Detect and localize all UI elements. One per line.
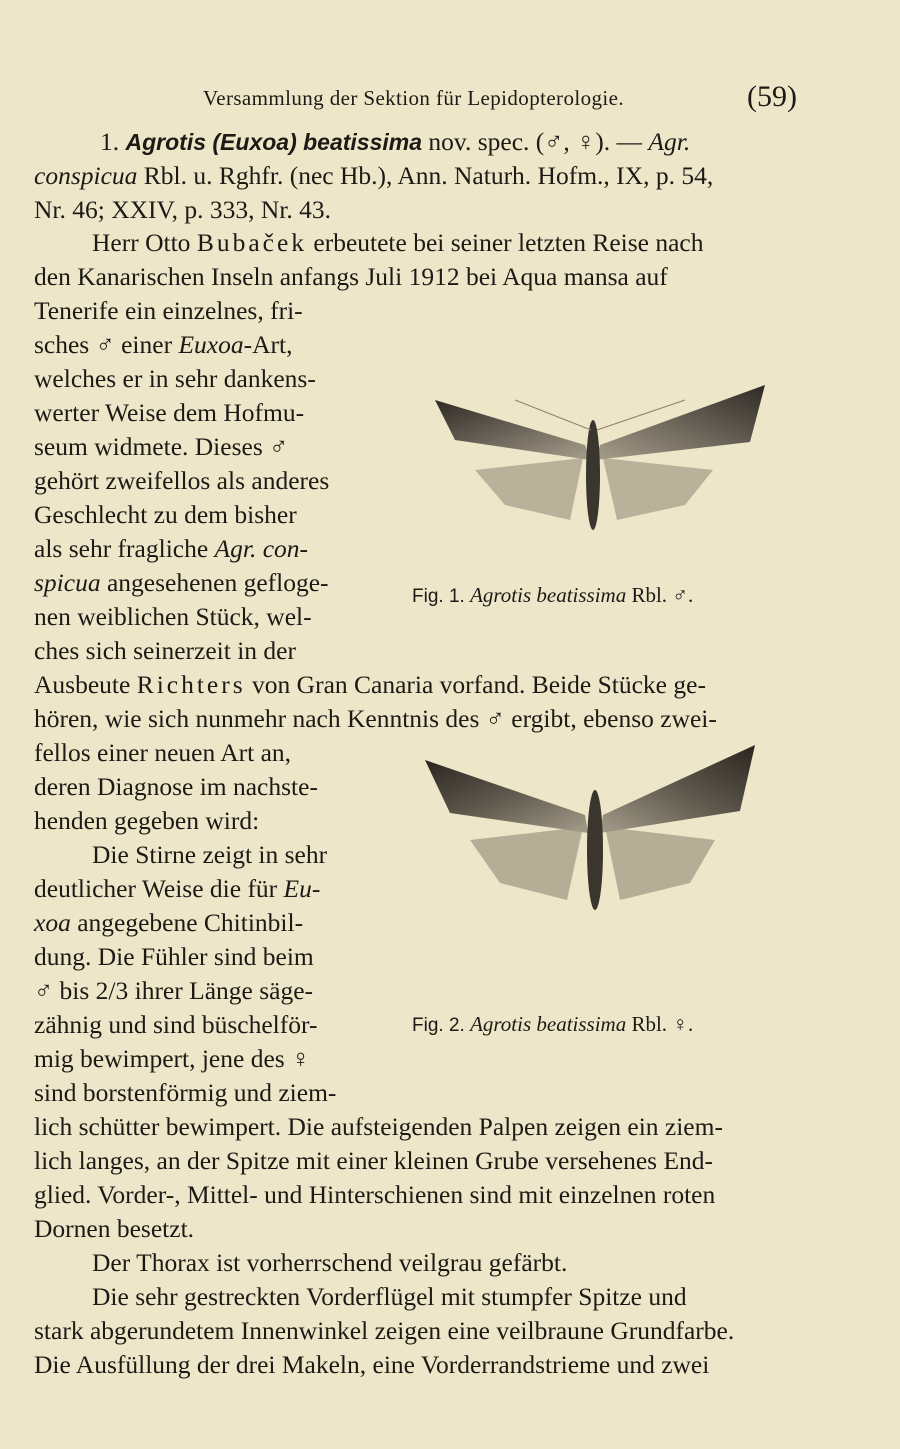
text-line: 1. Agrotis (Euxoa) beatissima nov. spec. (♂, ♀). — Agr. [100,127,691,156]
text-line: deutlicher Weise die für Eu- [34,874,321,903]
text-line: seum widmete. Dieses ♂ [34,432,289,461]
figure-2-caption: Fig. 2. Agrotis beatissima Rbl. ♀. [412,1012,694,1036]
text-line: zähnig und sind büschelför- [34,1010,318,1039]
header-title: Versammlung der Sektion für Lepidopterologie. [203,86,624,110]
species-name: Agrotis (Euxoa) beatissima [125,129,423,155]
text-line: Ausbeute Richters von Gran Canaria vorfand. Beide Stücke ge- [34,670,706,699]
text-line: lich langes, an der Spitze mit einer kleinen Grube versehenes End- [34,1146,714,1175]
page-number: (59) [747,80,797,113]
text-line: deren Diagnose im nachste- [34,772,318,801]
text-line: sches ♂ einer Euxoa-Art, [34,330,293,359]
figure-1-caption: Fig. 1. Agrotis beatissima Rbl. ♂. [412,583,694,607]
text-line: Der Thorax ist vorherrschend veilgrau gefärbt. [92,1248,568,1277]
person-name: Bubaček [196,228,308,257]
text-line: dung. Die Fühler sind beim [34,942,314,971]
text-line: hören, wie sich nunmehr nach Kenntnis des ♂ ergibt, ebenso zwei- [34,704,717,733]
text-line: Nr. 46; XXIV, p. 333, Nr. 43. [34,195,332,224]
text-line: xoa angegebene Chitinbil- [34,908,304,937]
text-line: Herr Otto Bubaček erbeutete bei seiner letzten Reise nach [92,228,704,257]
text-line: henden gegeben wird: [34,806,260,835]
text-line: Tenerife ein einzelnes, fri- [34,296,303,325]
text-line: gehört zweifellos als anderes [34,466,330,495]
text-line: spicua angesehenen gefloge- [34,568,329,597]
text-line: als sehr fragliche Agr. con- [34,534,309,563]
figure-2-moth-image [395,715,795,955]
text-line: glied. Vorder-, Mittel- und Hinterschienen sind mit einzelnen roten [34,1180,716,1209]
text-line: Geschlecht zu dem bisher [34,500,297,529]
text-line: Die sehr gestreckten Vorderflügel mit stumpfer Spitze und [92,1282,687,1311]
text-line: ♂ bis 2/3 ihrer Länge säge- [34,976,314,1005]
text-line: mig bewimpert, jene des ♀ [34,1044,311,1073]
text-line: ches sich seinerzeit in der [34,636,296,665]
figure-1-moth-image [395,330,795,570]
text-line: nen weiblichen Stück, wel- [34,602,312,631]
running-header [0,80,900,120]
text-line: fellos einer neuen Art an, [34,738,292,767]
text-line: sind borstenförmig und ziem- [34,1078,337,1107]
person-name: Richters [136,670,246,699]
text-line: conspicua Rbl. u. Rghfr. (nec Hb.), Ann. Naturh. Hofm., IX, p. 54, [34,161,714,190]
text-line: stark abgerundetem Innenwinkel zeigen eine veilbraune Grundfarbe. [34,1316,735,1345]
fraction: 2/3 [95,976,129,1005]
text-line: werter Weise dem Hofmu- [34,398,305,427]
text-line: Die Stirne zeigt in sehr [92,840,328,869]
text-line: lich schütter bewimpert. Die aufsteigenden Palpen zeigen ein ziem- [34,1112,723,1141]
text-line: Die Ausfüllung der drei Makeln, eine Vorderrandstrieme und zwei [34,1350,710,1379]
text-line: welches er in sehr dankens- [34,364,316,393]
text-line: Dornen besetzt. [34,1214,195,1243]
text-line: den Kanarischen Inseln anfangs Juli 1912 bei Aqua mansa auf [34,262,668,291]
